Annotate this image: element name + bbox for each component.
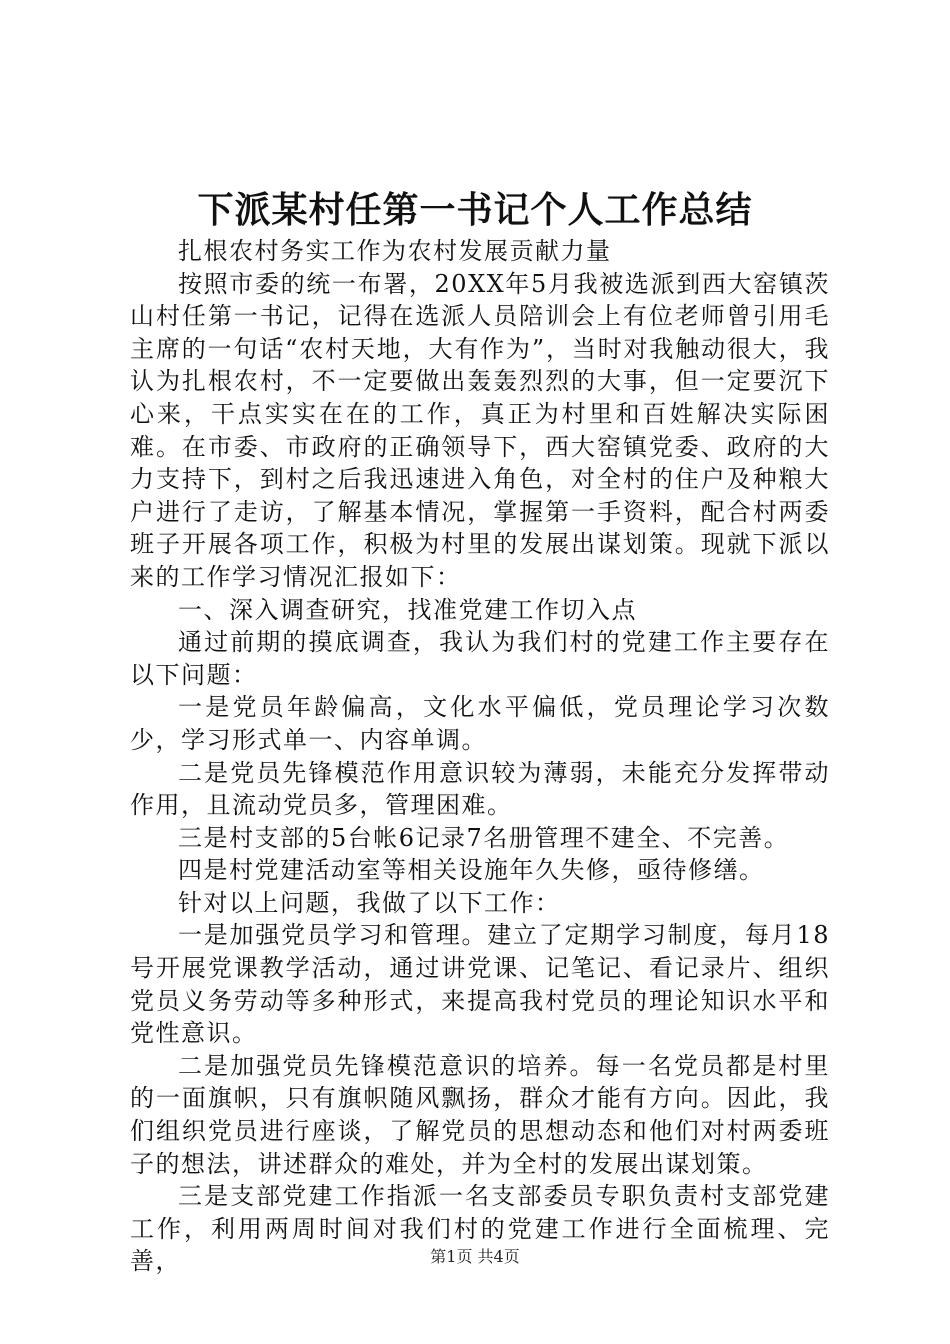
body-paragraph: 三是村支部的5台帐6记录7名册管理不建全、不完善。 [178,823,790,852]
document-title: 下派某村任第一书记个人工作总结 [197,189,753,231]
body-paragraph: 通过前期的摸底调查，我认为我们村的党建工作主要存在以下问题： [130,628,830,689]
document-body [130,235,830,1278]
page-total: 共4页 [477,1247,520,1266]
section-heading: 一、深入调查研究，找准党建工作切入点 [178,595,637,624]
page-number: 第1页 [430,1247,473,1266]
subtitle-paragraph: 扎根农村务实工作为农村发展贡献力量 [178,237,612,265]
body-paragraph: 针对以上问题，我做了以下工作： [178,888,561,917]
body-paragraph: 二是加强党员先锋模范意识的培养。每一名党员都是村里的一面旗帜，只有旗帜随风飘扬，群众才能有方向。因此，我们组织党员进行座谈，了解党员的思想动态和他们对村两委班子的想法，讲述群众的难处，并为全村的发展出谋划策。 [130,1051,830,1178]
body-paragraph: 一是党员年龄偏高，文化水平偏低，党员理论学习次数少，学习形式单一、内容单调。 [130,693,830,754]
body-paragraph: 一是加强党员学习和管理。建立了定期学习制度，每月18号开展党课教学活动，通过讲党课、记笔记、看记录片、组织党员义务劳动等多种形式，来提高我村党员的理论知识水平和党性意识。 [130,921,830,1048]
body-paragraph: 二是党员先锋模范作用意识较为薄弱，未能充分发挥带动作用，且流动党员多，管理困难。 [130,758,830,820]
body-paragraph: 按照市委的统一布署，20XX年5月我被选派到西大窑镇茨山村任第一书记，记得在选派人员陪训会上有位老师曾引用毛主席的一句话“农村天地，大有作为”，当时对我触动很大，我认为扎根农村，不一定要做出轰轰烈烈的大事，但一定要沉下心来，干点实实在在的工作，真正为村里和百姓解决实际困难。在市委、市政府的正确领导下，西大窑镇党委、政府的大力支持下，到村之后我迅速进入角色，对全村的住户及种粮大户进行了走访，了解基本情况，掌握第一手资料，配合村两委班子开展各项工作，积极为村里的发展出谋划策。现就下派以来的工作学习情况汇报如下： [130,269,830,591]
body-paragraph: 三是支部党建工作指派一名支部委员专职负责村支部党建工作，利用两周时间对我们村的党建工作进行全面梳理、完善， [130,1182,830,1276]
body-paragraph: 四是村党建活动室等相关设施年久失修，亟待修缮。 [178,856,765,885]
page-footer [0,1246,950,1268]
